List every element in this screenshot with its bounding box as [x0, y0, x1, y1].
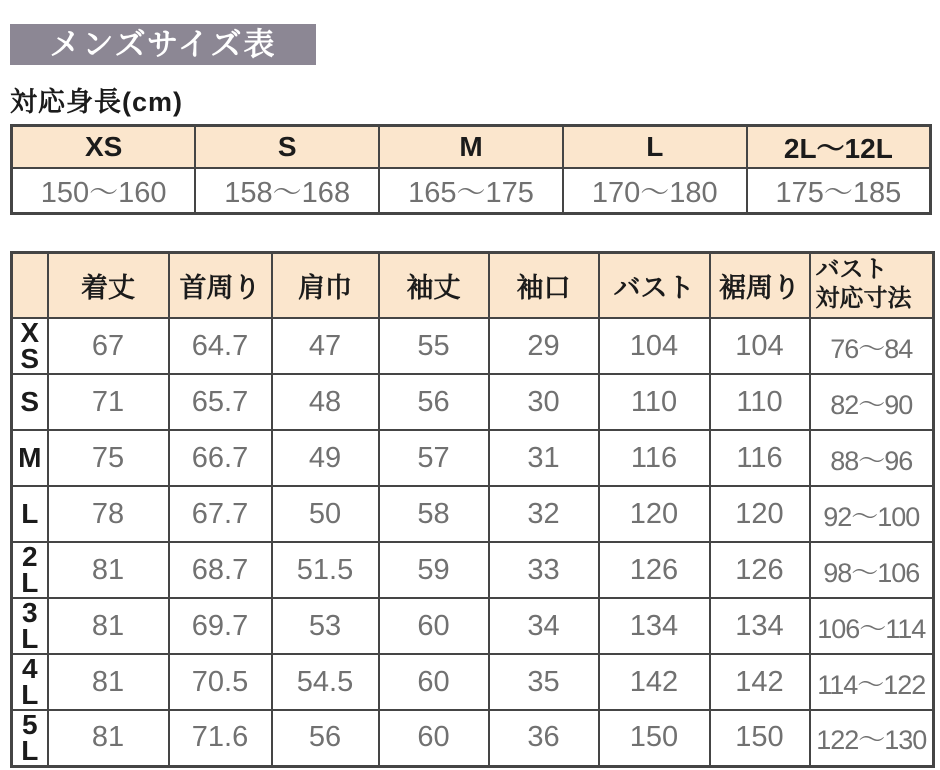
page-title: メンズサイズ表 [10, 24, 316, 65]
size-value-cell: 134 [599, 598, 710, 654]
size-col-header: 裾周り [710, 252, 810, 318]
height-table-header-row [12, 126, 931, 169]
size-value-cell: 32 [489, 486, 599, 542]
size-value-cell: 56 [272, 710, 379, 766]
size-value-cell: 134 [710, 598, 810, 654]
size-value-cell: 71.6 [169, 710, 272, 766]
table-row [12, 710, 934, 766]
row-label: 3L [12, 598, 48, 654]
size-value-cell: 29 [489, 318, 599, 374]
size-value-cell: 142 [599, 654, 710, 710]
size-value-cell: 75 [48, 430, 169, 486]
size-col-header: 肩巾 [272, 252, 379, 318]
size-value-cell: 64.7 [169, 318, 272, 374]
size-value-cell: 65.7 [169, 374, 272, 430]
size-value-cell: 88〜96 [810, 430, 934, 486]
size-value-cell: 49 [272, 430, 379, 486]
size-value-cell: 54.5 [272, 654, 379, 710]
size-value-cell: 58 [379, 486, 489, 542]
height-value-cell: 170〜180 [563, 168, 747, 213]
size-value-cell: 98〜106 [810, 542, 934, 598]
size-col-header: バスト [599, 252, 710, 318]
size-value-cell: 33 [489, 542, 599, 598]
size-value-cell: 55 [379, 318, 489, 374]
height-table [10, 124, 932, 215]
size-value-cell: 81 [48, 654, 169, 710]
size-value-cell: 92〜100 [810, 486, 934, 542]
height-table-value-row [12, 168, 931, 213]
size-value-cell: 34 [489, 598, 599, 654]
size-value-cell: 116 [710, 430, 810, 486]
table-row [12, 654, 934, 710]
size-col-header: 袖丈 [379, 252, 489, 318]
size-value-cell: 126 [710, 542, 810, 598]
size-value-cell: 71 [48, 374, 169, 430]
table-row [12, 374, 934, 430]
size-value-cell: 110 [599, 374, 710, 430]
bust-range-header-line1: バスト [815, 256, 888, 284]
size-col-header: 首周り [169, 252, 272, 318]
size-value-cell: 48 [272, 374, 379, 430]
size-value-cell: 36 [489, 710, 599, 766]
size-value-cell: 60 [379, 598, 489, 654]
size-value-cell: 59 [379, 542, 489, 598]
row-label: S [12, 374, 48, 430]
size-value-cell: 116 [599, 430, 710, 486]
row-label: 4L [12, 654, 48, 710]
height-col-header: S [195, 126, 379, 169]
size-value-cell: 60 [379, 710, 489, 766]
size-value-cell: 110 [710, 374, 810, 430]
row-label: 2L [12, 542, 48, 598]
size-value-cell: 150 [599, 710, 710, 766]
size-col-header: 着丈 [48, 252, 169, 318]
height-col-header: 2L〜12L [747, 126, 931, 169]
size-value-cell: 104 [710, 318, 810, 374]
height-col-header: M [379, 126, 563, 169]
table-row [12, 486, 934, 542]
size-value-cell: 68.7 [169, 542, 272, 598]
height-col-header: XS [12, 126, 196, 169]
table-row [12, 542, 934, 598]
size-value-cell: 50 [272, 486, 379, 542]
size-value-cell: 142 [710, 654, 810, 710]
size-value-cell: 67 [48, 318, 169, 374]
bust-range-header-line2: 対応寸法 [815, 285, 912, 313]
size-value-cell: 81 [48, 542, 169, 598]
size-value-cell: 51.5 [272, 542, 379, 598]
size-col-header: 袖口 [489, 252, 599, 318]
size-value-cell: 126 [599, 542, 710, 598]
size-value-cell: 104 [599, 318, 710, 374]
size-value-cell: 47 [272, 318, 379, 374]
size-table [10, 251, 935, 768]
size-value-cell: 35 [489, 654, 599, 710]
row-label: L [12, 486, 48, 542]
height-col-header: L [563, 126, 747, 169]
size-value-cell: 57 [379, 430, 489, 486]
size-value-cell: 76〜84 [810, 318, 934, 374]
row-label: XS [12, 318, 48, 374]
height-table-caption: 対応身長(cm) [10, 87, 184, 117]
row-label: M [12, 430, 48, 486]
height-value-cell: 165〜175 [379, 168, 563, 213]
size-table-header-row [12, 252, 934, 318]
size-value-cell: 56 [379, 374, 489, 430]
size-value-cell: 82〜90 [810, 374, 934, 430]
size-value-cell: 81 [48, 598, 169, 654]
size-value-cell: 114〜122 [810, 654, 934, 710]
table-row [12, 318, 934, 374]
corner-cell [12, 252, 48, 318]
size-col-header-bust-range [810, 252, 934, 318]
size-value-cell: 78 [48, 486, 169, 542]
table-row [12, 430, 934, 486]
size-value-cell: 150 [710, 710, 810, 766]
size-value-cell: 30 [489, 374, 599, 430]
size-value-cell: 70.5 [169, 654, 272, 710]
row-label: 5L [12, 710, 48, 766]
table-row [12, 598, 934, 654]
size-value-cell: 106〜114 [810, 598, 934, 654]
size-value-cell: 81 [48, 710, 169, 766]
size-value-cell: 53 [272, 598, 379, 654]
size-value-cell: 122〜130 [810, 710, 934, 766]
size-value-cell: 67.7 [169, 486, 272, 542]
size-value-cell: 120 [710, 486, 810, 542]
height-value-cell: 150〜160 [12, 168, 196, 213]
size-value-cell: 66.7 [169, 430, 272, 486]
size-value-cell: 31 [489, 430, 599, 486]
height-value-cell: 158〜168 [195, 168, 379, 213]
size-value-cell: 120 [599, 486, 710, 542]
size-value-cell: 60 [379, 654, 489, 710]
height-value-cell: 175〜185 [747, 168, 931, 213]
size-value-cell: 69.7 [169, 598, 272, 654]
